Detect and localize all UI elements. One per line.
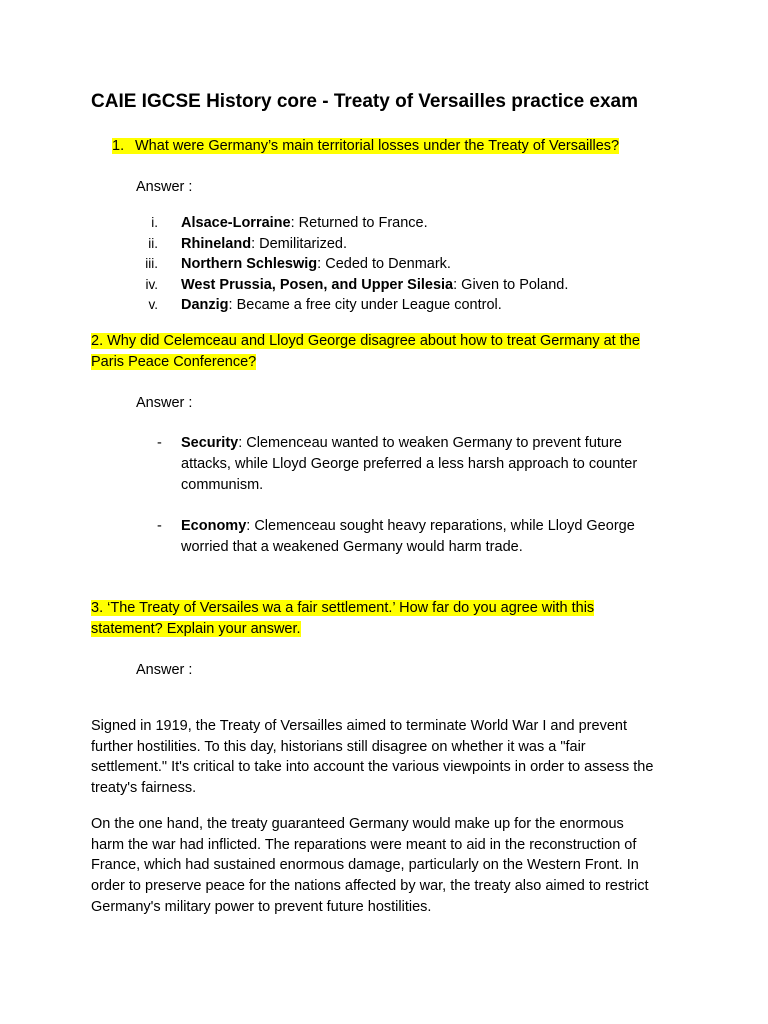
list-term: Security — [181, 435, 239, 451]
list-item — [136, 254, 568, 275]
question-3-line-1: 3. ‘The Treaty of Versailes wa a fair settlement.’ How far do you agree with this — [91, 600, 595, 616]
question-2 — [91, 331, 691, 373]
list-marker: iv. — [145, 276, 158, 292]
paragraph-line: further hostilities. To this day, historians still disagree on whether it was a "fair — [91, 738, 586, 755]
question-1 — [112, 136, 619, 157]
paragraph-line: On the one hand, the treaty guaranteed Germany would make up for the enormous — [91, 816, 624, 832]
essay-paragraph-2 — [91, 814, 691, 918]
list-desc: : Clemenceau sought heavy reparations, while Lloyd George — [246, 518, 635, 534]
list-term: Danzig — [181, 297, 229, 313]
list-marker: i. — [151, 215, 158, 230]
list-desc: : Given to Poland. — [453, 276, 569, 293]
list-term: West Prussia, Posen, and Upper Silesia — [181, 276, 454, 293]
list-desc: : Became a free city under League control. — [228, 297, 502, 313]
list-desc: : Returned to France. — [290, 215, 428, 231]
list-term: Alsace-Lorraine — [181, 215, 291, 231]
answer-label: Answer : — [136, 662, 193, 678]
list-marker: - — [157, 518, 162, 534]
list-marker: - — [157, 435, 162, 451]
list-desc: : Clemenceau wanted to weaken Germany to prevent future — [238, 435, 622, 451]
list-term: Northern Schleswig — [181, 256, 318, 272]
paragraph-line: harm the war had inflicted. The reparations were meant to aid in the reconstruction of — [91, 836, 637, 853]
list-desc: : Demilitarized. — [251, 235, 347, 252]
list-item — [136, 295, 568, 316]
paragraph-line: settlement." It's critical to take into account the various viewpoints in order to assess the — [91, 759, 654, 776]
list-item — [157, 433, 681, 496]
paragraph-line: Signed in 1919, the Treaty of Versailles aimed to terminate World War I and prevent — [91, 718, 627, 734]
disagreement-list — [157, 516, 681, 558]
paragraph-line: Germany's military power to prevent future hostilities. — [91, 898, 432, 915]
question-2-line-1: 2. Why did Celemceau and Lloyd George disagree about how to treat Germany at the — [91, 333, 640, 349]
list-item — [136, 234, 568, 255]
list-desc: attacks, while Lloyd George preferred a less harsh approach to counter — [181, 456, 638, 472]
question-1-highlight — [112, 138, 619, 154]
list-desc: communism. — [181, 477, 264, 493]
list-item — [136, 213, 568, 234]
list-term: Rhineland — [181, 235, 252, 252]
paragraph-line: treaty's fairness. — [91, 780, 197, 797]
answer-label: Answer : — [136, 395, 193, 411]
question-number: 1. — [112, 138, 125, 154]
territorial-losses-list — [136, 213, 568, 316]
question-text: What were Germany’s main territorial losses under the Treaty of Versailles? — [135, 138, 620, 154]
question-3 — [91, 598, 691, 640]
paragraph-line: France, which had sustained enormous damage, particularly on the Western Front. In — [91, 857, 639, 874]
list-marker: v. — [148, 297, 158, 312]
question-2-line-2: Paris Peace Conference? — [91, 354, 257, 370]
list-marker: ii. — [148, 235, 158, 251]
essay-paragraph-1 — [91, 716, 691, 799]
list-term: Economy — [181, 518, 247, 534]
question-3-line-2: statement? Explain your answer. — [91, 621, 301, 637]
list-item — [136, 275, 568, 296]
list-marker: iii. — [145, 256, 158, 271]
answer-label: Answer : — [136, 179, 193, 195]
list-desc: worried that a weakened Germany would harm trade. — [181, 539, 523, 555]
paragraph-line: order to preserve peace for the nations affected by war, the treaty also aimed to restrict — [91, 878, 649, 895]
list-item — [157, 516, 681, 558]
disagreement-list — [157, 433, 681, 496]
document-title: CAIE IGCSE History core - Treaty of Versailles practice exam — [91, 91, 639, 112]
list-desc: : Ceded to Denmark. — [317, 256, 451, 272]
